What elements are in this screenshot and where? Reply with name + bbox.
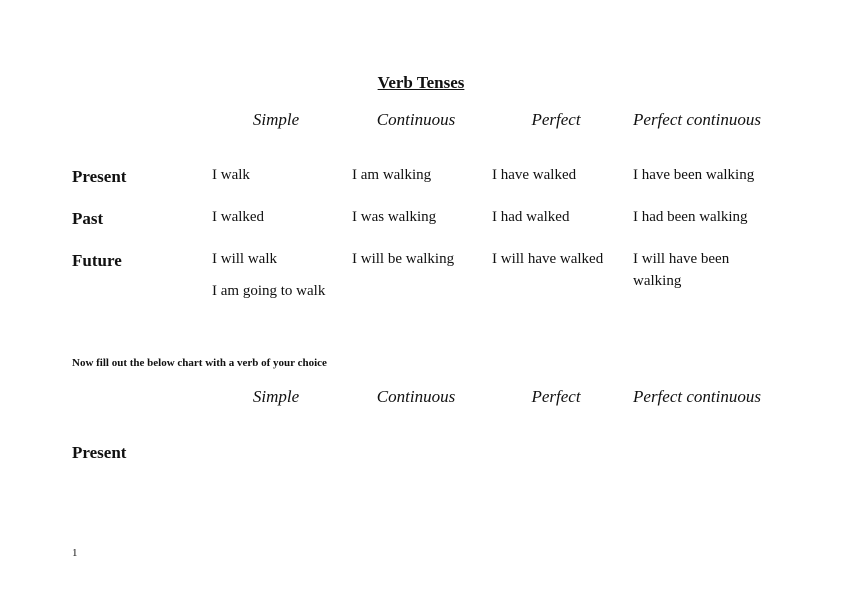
page-number: 1: [72, 547, 78, 559]
cell-present-simple: I walk: [212, 167, 250, 183]
column-header-perfect-continuous-2: Perfect continuous: [633, 387, 761, 406]
page-title-text: Verb Tenses: [377, 73, 465, 92]
cell-past-simple: I walked: [212, 209, 265, 225]
cell-present-continuous: I am walking: [352, 167, 432, 183]
cell-past-perfect: I had walked: [492, 209, 570, 225]
row-label-future: Future: [72, 251, 122, 270]
column-header-continuous: Continuous: [376, 110, 456, 129]
page-title: [0, 73, 842, 93]
instruction-text: Now fill out the below chart with a verb of your choice: [72, 357, 327, 369]
cell-future-perfect-continuous: I will have been walking: [633, 251, 730, 289]
row-label-present: Present: [72, 167, 127, 186]
column-header-perfect-continuous: Perfect continuous: [633, 110, 761, 129]
cell-future-simple-alt: I am going to walk: [212, 283, 326, 299]
cell-future-continuous: I will be walking: [352, 251, 455, 267]
cell-present-perfect: I have walked: [492, 167, 577, 183]
row-label-past: Past: [72, 209, 104, 228]
column-header-simple-2: Simple: [252, 387, 300, 406]
column-header-continuous-2: Continuous: [376, 387, 456, 406]
cell-past-perfect-continuous: I had been walking: [633, 209, 748, 225]
cell-present-perfect-continuous: I have been walking: [633, 167, 755, 183]
column-header-perfect: Perfect: [531, 110, 581, 129]
row-label-present-2: Present: [72, 443, 127, 462]
column-header-perfect-2: Perfect: [531, 387, 581, 406]
cell-future-perfect: I will have walked: [492, 251, 604, 267]
cell-future-simple: I will walk: [212, 251, 277, 267]
cell-past-continuous: I was walking: [352, 209, 437, 225]
column-header-simple: Simple: [252, 110, 300, 129]
